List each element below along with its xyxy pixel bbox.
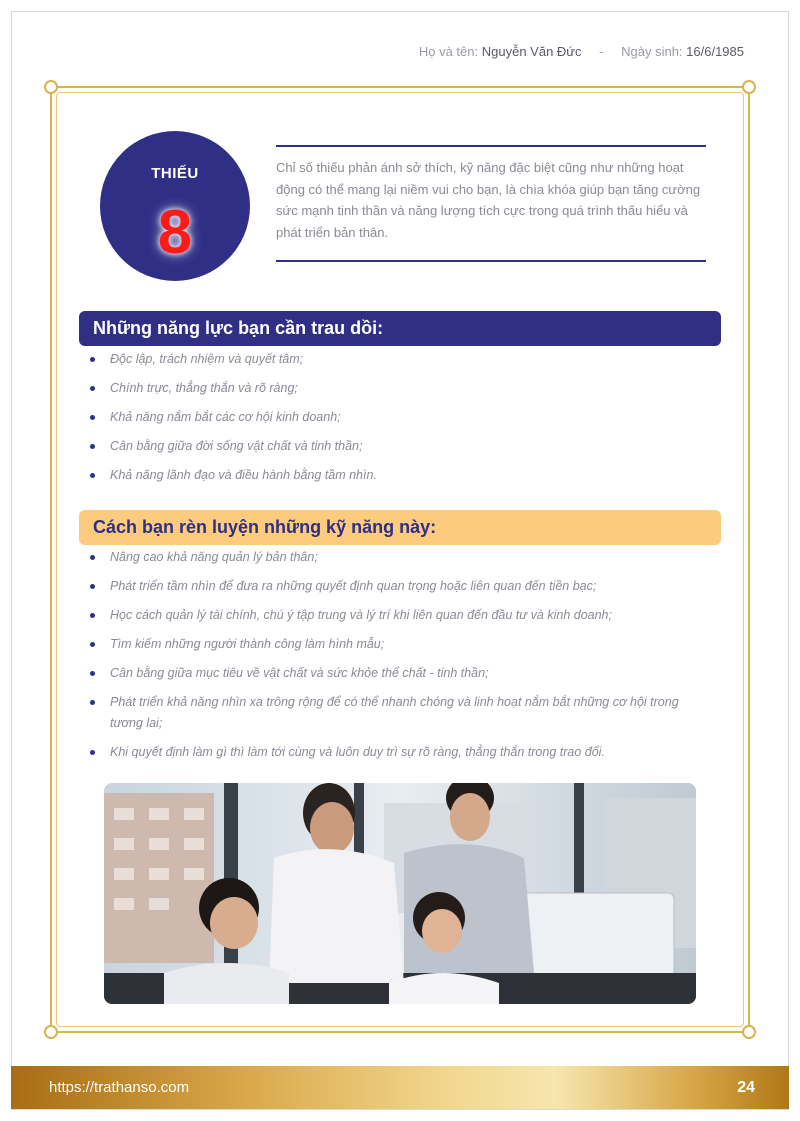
list-item: Nâng cao khả năng quản lý bản thân; bbox=[86, 547, 706, 568]
dob-label: Ngày sinh: bbox=[621, 44, 683, 59]
list-item: Khả năng lãnh đạo và điều hành bằng tầm nhìn. bbox=[86, 465, 706, 486]
website-link[interactable]: https://trathanso.com bbox=[49, 1079, 190, 1096]
name-label: Họ và tên: bbox=[418, 44, 479, 59]
frame-corner-ornament bbox=[44, 1025, 58, 1039]
list-item: Học cách quản lý tài chính, chú ý tập trung và lý trí khi liên quan đến đầu tư và kinh doanh; bbox=[86, 605, 706, 626]
skills-list bbox=[86, 349, 706, 494]
frame-corner-ornament bbox=[44, 80, 58, 94]
badge-label: THIẾU bbox=[151, 165, 199, 182]
list-item: Tìm kiếm những người thành công làm hình mẫu; bbox=[86, 634, 706, 655]
header-separator: - bbox=[599, 44, 604, 59]
badge-number: 8 bbox=[157, 198, 193, 267]
list-item: Độc lập, trách nhiệm và quyết tâm; bbox=[86, 349, 706, 370]
team-photo bbox=[104, 783, 696, 1004]
personal-info-header bbox=[419, 44, 744, 59]
number-badge bbox=[100, 131, 250, 281]
description-box bbox=[276, 145, 706, 262]
list-item: Khả năng nắm bắt các cơ hội kinh doanh; bbox=[86, 407, 706, 428]
list-item: Phát triển khả năng nhìn xa trông rộng để có thể nhanh chóng và linh hoạt nắm bắt những cơ hội trong tương lai; bbox=[86, 692, 706, 734]
dob-value: 16/6/1985 bbox=[686, 44, 744, 59]
name-value: Nguyễn Văn Đức bbox=[481, 44, 582, 59]
section-title-skills: Những năng lực bạn cần trau dồi: bbox=[79, 311, 721, 346]
list-item: Khi quyết định làm gì thì làm tới cùng và luôn duy trì sự rõ ràng, thẳng thắn trong trao đổi. bbox=[86, 742, 706, 763]
footer-bar bbox=[11, 1066, 789, 1109]
frame-corner-ornament bbox=[742, 1025, 756, 1039]
list-item: Phát triển tầm nhìn để đưa ra những quyết định quan trọng hoặc liên quan đến tiền bạc; bbox=[86, 576, 706, 597]
section-title-practice: Cách bạn rèn luyện những kỹ năng này: bbox=[79, 510, 721, 545]
page-number: 24 bbox=[737, 1079, 755, 1096]
list-item: Chính trực, thẳng thắn và rõ ràng; bbox=[86, 378, 706, 399]
description-text: Chỉ số thiếu phản ánh sở thích, kỹ năng đặc biệt cũng như những hoạt động có thể mang lại niềm vui cho bạn, là chìa khóa giúp bạn tăng cường sức mạnh tinh thần và năng lượng tích cực trong quá trình thấu hiểu và phát triển bản thân. bbox=[276, 160, 701, 240]
practice-list bbox=[86, 547, 706, 771]
frame-corner-ornament bbox=[742, 80, 756, 94]
list-item: Cân bằng giữa đời sống vật chất và tinh thần; bbox=[86, 436, 706, 457]
list-item: Cân bằng giữa mục tiêu về vật chất và sức khỏe thể chất - tinh thần; bbox=[86, 663, 706, 684]
